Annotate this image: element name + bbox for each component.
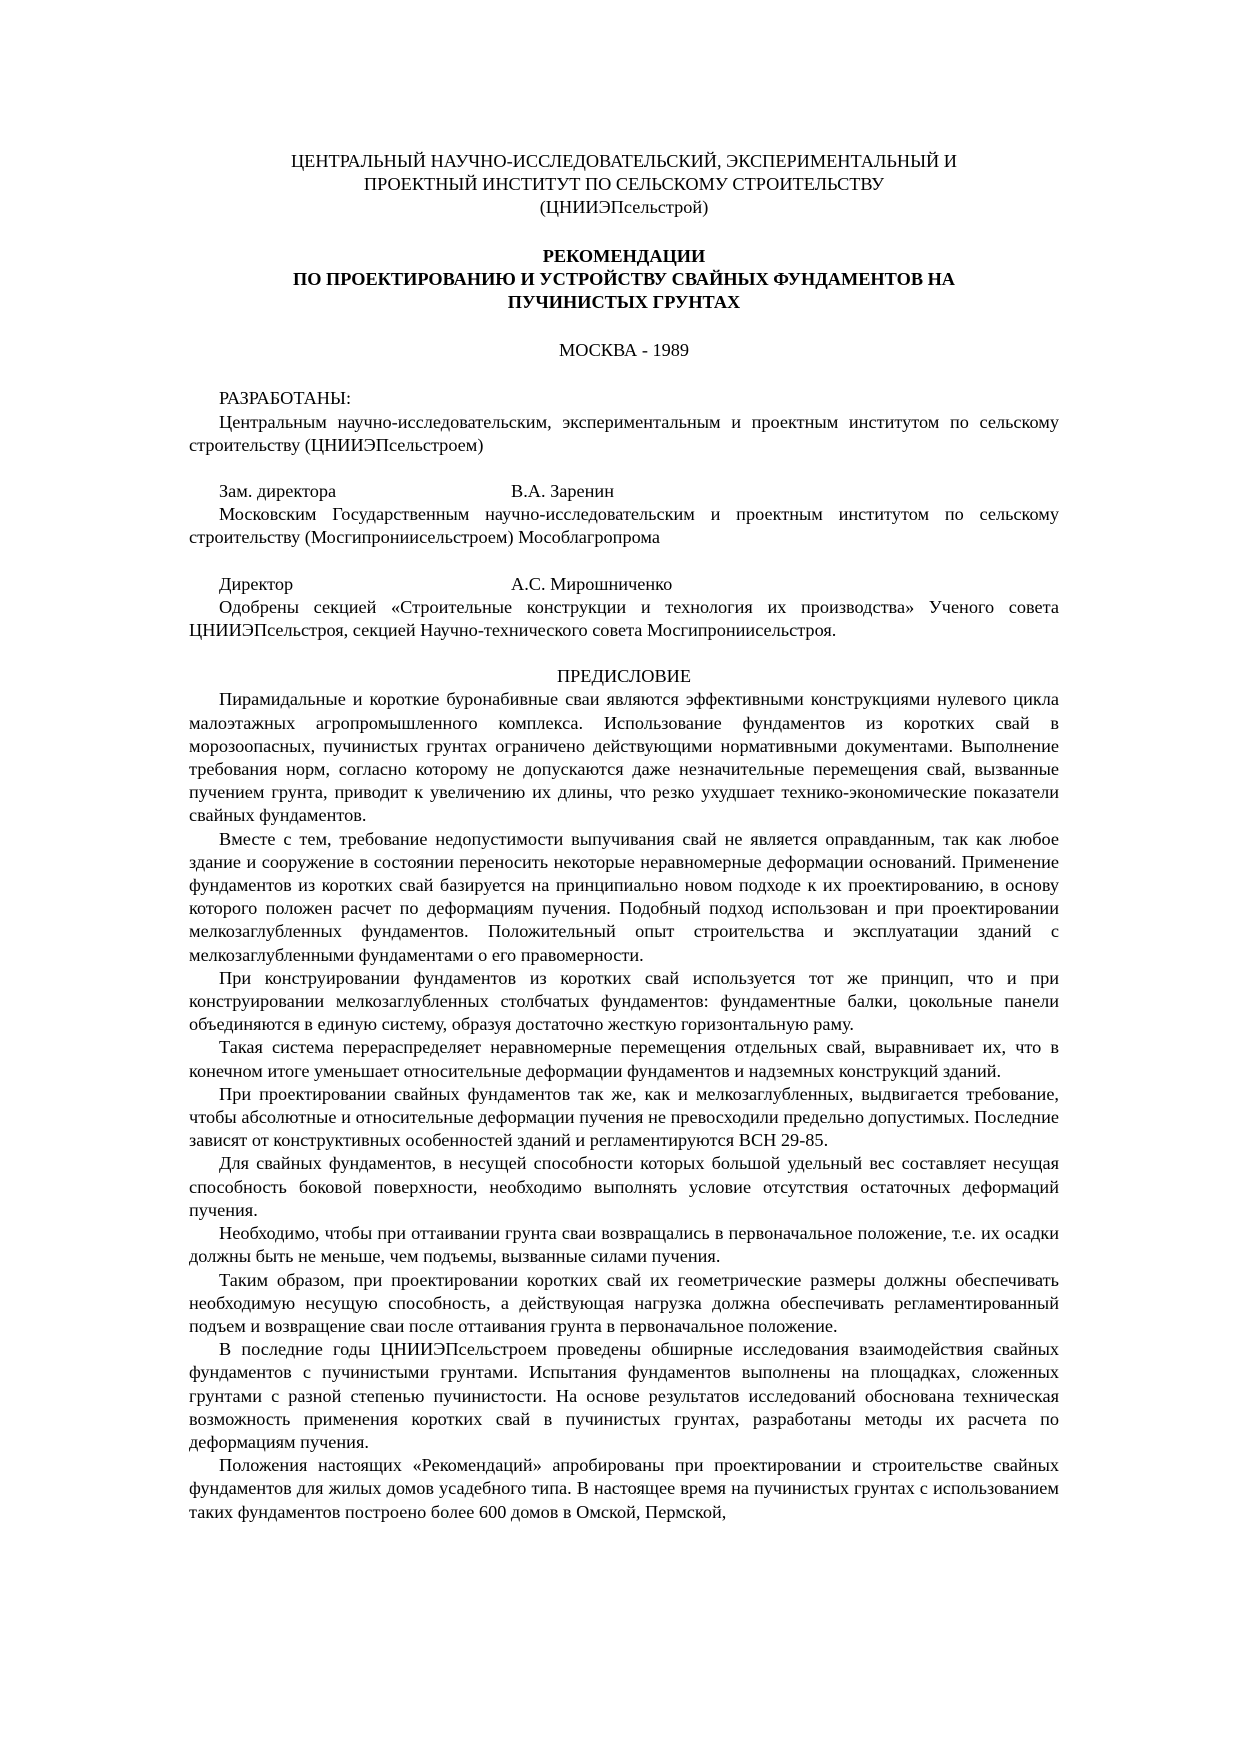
signature-row-1 bbox=[189, 480, 1059, 503]
signatory-name: В.А. Заренин bbox=[511, 481, 614, 502]
developed-label: РАЗРАБОТАНЫ: bbox=[219, 388, 352, 409]
approval-note: Одобрены секцией «Строительные конструкции и технология их производства» Ученого совета ЦНИИЭПсельстроя, секцией Научно-технического совета Мосгипрониисельстроя. bbox=[189, 596, 1059, 641]
title-line-1: РЕКОМЕНДАЦИИ bbox=[542, 245, 706, 266]
preface-section bbox=[189, 665, 1059, 1524]
preface-paragraph: Пирамидальные и короткие буронабивные сваи являются эффективными конструкциями нулевого цикла малоэтажных агропромышленного комплекса. Использование фундаментов из коротких свай в морозоопасных, пучинистых грунтах ограничено действующими нормативными документами. Выполнение требования норм, согласно которому не допускаются даже незначительные перемещения свай, вызванные пучением грунта, приводит к увеличению их длины, что резко ухудшает технико-экономические показатели свайных фундаментов. bbox=[189, 689, 1059, 826]
spacer bbox=[189, 220, 1059, 245]
spacer bbox=[189, 457, 1059, 480]
spacer bbox=[189, 314, 1059, 339]
institute-name-line-1: ЦЕНТРАЛЬНЫЙ НАУЧНО-ИССЛЕДОВАТЕЛЬСКИЙ, ЭКСПЕРИМЕНТАЛЬНЫЙ И bbox=[290, 151, 957, 171]
institute-abbreviation: (ЦНИИЭПсельстрой) bbox=[539, 197, 709, 218]
title-line-3: ПУЧИНИСТЫХ ГРУНТАХ bbox=[507, 292, 741, 313]
preface-paragraph: Для свайных фундаментов, в несущей способности которых большой удельный вес составляет несущая способность боковой поверхности, необходимо выполнять условие отсутствия остаточных деформаций пучения. bbox=[189, 1153, 1059, 1220]
preface-paragraph: Необходимо, чтобы при оттаивании грунта сваи возвращались в первоначальное положение, т.е. их осадки должны быть не меньше, чем подъемы, вызванные силами пучения. bbox=[189, 1223, 1059, 1267]
signatory-role: Зам. директора bbox=[219, 481, 337, 502]
preface-paragraph: Положения настоящих «Рекомендаций» апробированы при проектировании и строительстве свайных фундаментов для жилых домов усадебного типа. В настоящее время на пучинистых грунтах с использованием таких фундаментов построено более 600 домов в Омской, Пермской, bbox=[189, 1455, 1059, 1522]
preface-heading: ПРЕДИСЛОВИЕ bbox=[556, 666, 692, 687]
institute-name-line-2: ПРОЕКТНЫЙ ИНСТИТУТ ПО СЕЛЬСКОМУ СТРОИТЕЛЬСТВУ bbox=[363, 174, 885, 195]
spacer bbox=[189, 550, 1059, 573]
document-title bbox=[189, 245, 1059, 315]
preface-paragraph: Таким образом, при проектировании коротких свай их геометрические размеры должны обеспечивать необходимую несущую способность, а действующая нагрузка должна обеспечивать регламентированный подъем и возвращение сваи после оттаивания грунта в первоначальное положение. bbox=[189, 1269, 1059, 1336]
spacer bbox=[189, 642, 1059, 665]
developer-org-2: Московским Государственным научно-исследовательским и проектным институтом по сельскому строительству (Мосгипрониисельстроем) Мособлагропрома bbox=[189, 504, 1059, 548]
spacer bbox=[189, 362, 1059, 387]
preface-paragraph: Такая система перераспределяет неравномерные перемещения отдельных свай, выравнивает их, что в конечном итоге уменьшает относительные деформации фундаментов и надземных конструкций зданий. bbox=[189, 1037, 1059, 1081]
institute-header bbox=[189, 150, 1059, 220]
preface-paragraph: При проектировании свайных фундаментов так же, как и мелкозаглубленных, выдвигается требование, чтобы абсолютные и относительные деформации пучения не превосходили предельно допустимых. Последние зависят от конструктивных особенностей зданий и регламентируются ВСН 29-85. bbox=[189, 1083, 1059, 1151]
preface-paragraph: В последние годы ЦНИИЭПсельстроем проведены обширные исследования взаимодействия свайных фундаментов с пучинистыми грунтами. Испытания фундаментов выполнены на площадках, сложенных грунтами с разной степенью пучинистости. На основе результатов исследований обоснована техническая возможность применения коротких свай в пучинистых грунтах, разработаны методы их расчета по деформациям пучения. bbox=[189, 1339, 1059, 1452]
preface-paragraph: Вместе с тем, требование недопустимости выпучивания свай не является оправданным, так как любое здание и сооружение в состоянии переносить некоторые неравномерные деформации оснований. Применение фундаментов из коротких свай базируется на принципиально новом подходе к их проектированию, в основу которого положен расчет по деформациям пучения. Подобный подход использован и при проектировании мелкозаглубленных фундаментов. Положительный опыт строительства и эксплуатации зданий с мелкозаглубленными фундаментами о его правомерности. bbox=[189, 828, 1059, 965]
developer-org-1: Центральным научно-исследовательским, экспериментальным и проектным институтом по сельскому строительству (ЦНИИЭПсельстроем) bbox=[189, 411, 1059, 455]
document-page bbox=[189, 150, 1059, 1524]
signatory-role: Директор bbox=[219, 573, 294, 594]
city-year: МОСКВА - 1989 bbox=[558, 340, 690, 361]
signatory-name: А.С. Мирошниченко bbox=[511, 573, 673, 594]
signature-row-2 bbox=[189, 573, 1059, 596]
preface-paragraph: При конструировании фундаментов из коротких свай используется тот же принцип, что и при конструировании мелкозаглубленных столбчатых фундаментов: фундаментные балки, цокольные панели объединяются в единую систему, образуя достаточно жесткую горизонтальную раму. bbox=[189, 967, 1059, 1035]
title-line-2: ПО ПРОЕКТИРОВАНИЮ И УСТРОЙСТВУ СВАЙНЫХ ФУНДАМЕНТОВ НА bbox=[292, 268, 956, 289]
developed-section bbox=[189, 387, 1059, 642]
